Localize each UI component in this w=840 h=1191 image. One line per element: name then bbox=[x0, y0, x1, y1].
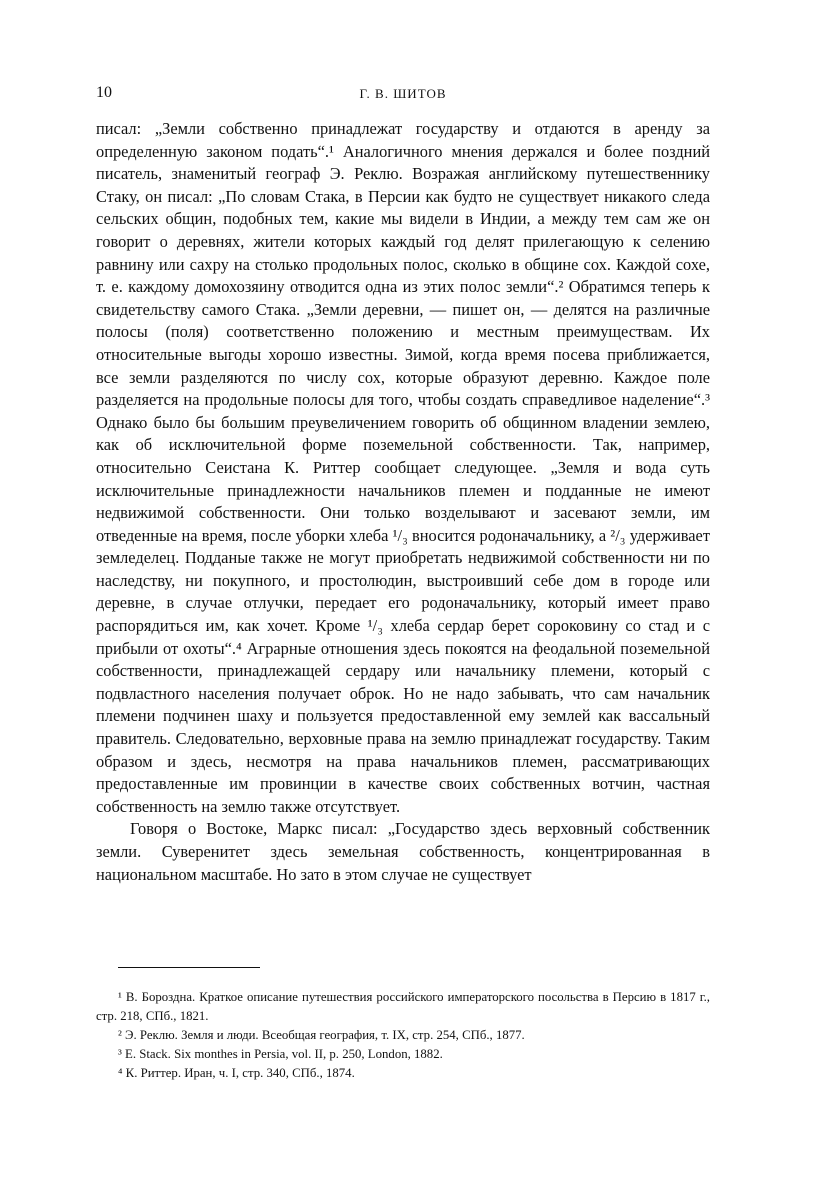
footnote-1: ¹ В. Бороздна. Краткое описание путешествия российского императорского посольства в Персию в 1817 г., стр. 218, СПб., 1821. bbox=[96, 990, 710, 1023]
footnote-separator bbox=[118, 967, 260, 968]
page-header bbox=[96, 84, 710, 104]
main-text bbox=[96, 118, 710, 886]
footnote-2: ² Э. Реклю. Земля и люди. Всеобщая география, т. IX, стр. 254, СПб., 1877. bbox=[118, 1028, 525, 1042]
footnotes bbox=[96, 988, 710, 1083]
footnote-4: ⁴ К. Риттер. Иран, ч. I, стр. 340, СПб., 1874. bbox=[118, 1066, 355, 1080]
page-number: 10 bbox=[96, 84, 112, 101]
running-head-author: Г. В. ШИТОВ bbox=[359, 86, 447, 101]
paragraph: Говоря о Востоке, Маркс писал: „Государство здесь верховный собственник земли. Суверенитет здесь земельная собственность, концентрированная в национальном масштабе. Но зато в этом случае не существует bbox=[96, 819, 710, 884]
paragraph: писал: „Земли собственно принадлежат государству и отдаются в аренду за определенную законом подать“.¹ Аналогичного мнения держался и более поздний писатель, знаменитый географ Э. Реклю. Возражая английскому путешественнику Стаку, он писал: „По словам Стака, в Персии как будто не существует никакого следа сельских общин, подобных тем, какие мы видели в Индии, а между тем сам же он говорит о деревнях, жители которых каждый год делят прилегающую к селению равнину или сахру на столько продольных полос, сколько в общине сох. Каждой сохе, т. е. каждому домохозяину отводится одна из этих полос земли“.² Обратимся теперь к свидетельству самого Стака. „Земли деревни, — пишет он, — делятся на различные полосы (поля) соответственно положению и местным преимуществам. Их относительные выгоды хорошо известны. Зимой, когда время посева приближается, все земли разделяются по числу сох, которые образуют деревню. Каждое поле разделяется на продольные полосы для того, чтобы создать справедливое наделение“.³ Однако было бы большим преувеличением говорить об общинном владении землею, как об исключительной форме поземельной собственности. Так, например, относительно Сеистана К. Риттер сообщает следующее. „Земля и вода суть исключительные принадлежности начальников племен и подданные не имеют недвижимой собственности. Они только возделывают и засевают земли, им отведенные на время, после уборки хлеба ¹/₃ вносится родоначальнику, а ²/₃ удерживает земледелец. Подданые также не могут приобретать недвижимой собственности ни по наследству, ни покупного, и простолюдин, выстроивший себе дом в городе или деревне, в случае отлучки, передает его родоначальнику, который имеет право распорядиться им, как хочет. Кроме ¹/₃ хлеба сердар берет сороковину со стад и с прибыли от охоты“.⁴ Аграрные отношения здесь покоятся на феодальной поземельной собственности, принадлежащей сердару или начальнику племени, который с подвластного населения получает оброк. Но не надо забывать, что сам начальник племени подчинен шаху и пользуется предоставленной ему землей как вассальный правитель. Следовательно, верховные права на землю принадлежат государству. Таким образом и здесь, несмотря на права начальников племен, рассматривающих предоставленные им провинции в качестве своих собственных вотчин, частная собственность на землю также отсутствует. bbox=[96, 119, 710, 816]
footnote-3: ³ E. Stack. Six monthes in Persia, vol. II, p. 250, London, 1882. bbox=[118, 1047, 443, 1061]
